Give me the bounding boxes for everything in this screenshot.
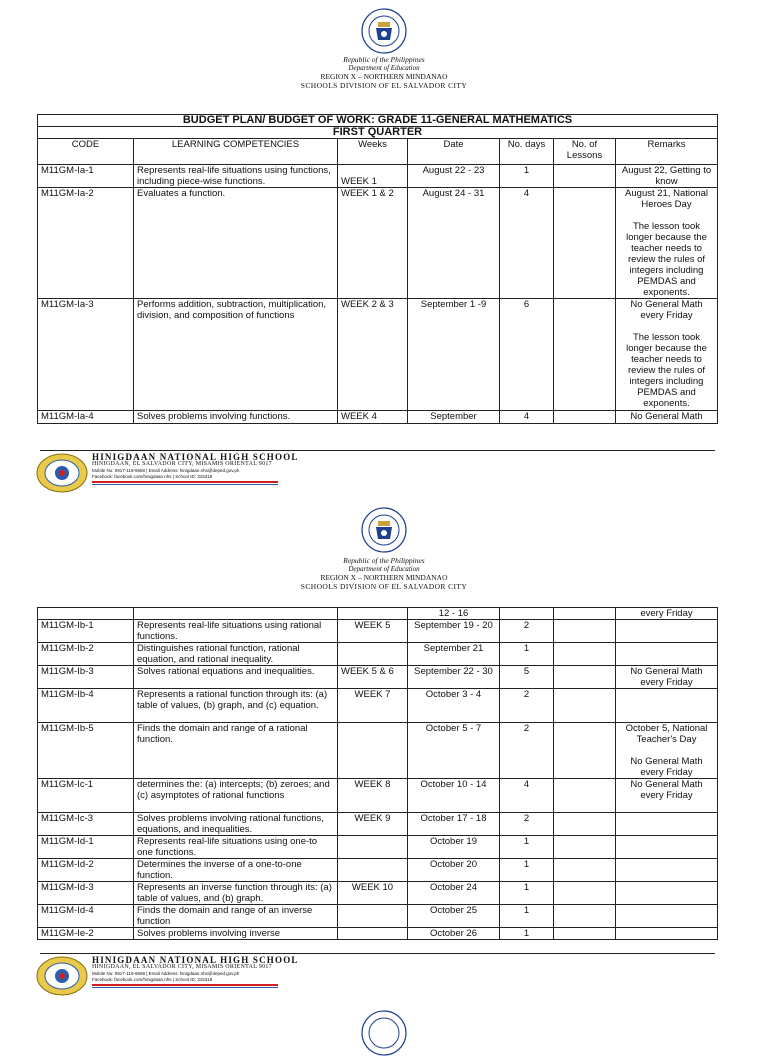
row-days: 2 xyxy=(500,689,554,723)
col-header-days: No. days xyxy=(500,139,554,165)
row-remarks xyxy=(616,643,718,666)
table-row xyxy=(38,905,718,928)
row-competency: Represents an inverse function through its: (a) table of values, and (b) graph. xyxy=(134,882,338,905)
footer-red-bar xyxy=(92,984,278,986)
col-header-competencies: LEARNING COMPETENCIES xyxy=(134,139,338,165)
table-row xyxy=(38,608,718,620)
row-code: M11GM-Id-3 xyxy=(38,882,134,905)
col-header-weeks: Weeks xyxy=(338,139,408,165)
row-lessons xyxy=(554,928,616,940)
row-date: October 19 xyxy=(408,836,500,859)
table-row xyxy=(38,779,718,813)
table-row xyxy=(38,165,718,188)
row-code: M11GM-Id-2 xyxy=(38,859,134,882)
footer-rule xyxy=(40,953,715,954)
row-remarks: No General Math xyxy=(616,411,718,424)
row-competency: Represents real-life situations using rational functions. xyxy=(134,620,338,643)
row-code: M11GM-Ic-3 xyxy=(38,813,134,836)
footer-address: HINIGDAAN, EL SALVADOR CITY, MISAMIS ORIENTAL 9017 xyxy=(92,461,272,467)
row-date: October 20 xyxy=(408,859,500,882)
row-remarks-cell xyxy=(616,723,718,779)
col-header-lessons: No. of Lessons xyxy=(554,139,616,165)
row-days: 1 xyxy=(500,905,554,928)
row-remarks xyxy=(616,689,718,723)
row-competency: determines the: (a) intercepts; (b) zeroes; and (c) asymptotes of rational functions xyxy=(134,779,338,813)
footer-blue-bar xyxy=(92,484,278,485)
table-row xyxy=(38,723,718,779)
row-lessons xyxy=(554,813,616,836)
row-code: M11GM-Ia-2 xyxy=(38,188,134,299)
deped-seal-icon xyxy=(361,8,407,54)
table-row xyxy=(38,859,718,882)
row-days: 2 xyxy=(500,813,554,836)
school-logo-icon xyxy=(36,453,88,493)
table-title: BUDGET PLAN/ BUDGET OF WORK: GRADE 11-GENERAL MATHEMATICS xyxy=(38,115,718,127)
row-code: M11GM-Ia-3 xyxy=(38,299,134,411)
row-remarks xyxy=(616,836,718,859)
row-week xyxy=(338,608,408,620)
row-competency: Evaluates a function. xyxy=(134,188,338,299)
row-date: October 17 - 18 xyxy=(408,813,500,836)
row-remarks-cell xyxy=(616,188,718,299)
row-days: 4 xyxy=(500,779,554,813)
row-remarks: August 22, Getting to know xyxy=(616,165,718,188)
row-days: 1 xyxy=(500,859,554,882)
row-competency: Solves problems involving rational functions, equations, and inequalities. xyxy=(134,813,338,836)
row-remarks: August 21, National Heroes Day xyxy=(625,188,708,210)
row-week: WEEK 7 xyxy=(338,689,408,723)
row-lessons xyxy=(554,723,616,779)
row-days: 1 xyxy=(500,882,554,905)
row-lessons xyxy=(554,165,616,188)
row-week: WEEK 9 xyxy=(338,813,408,836)
page1-footer xyxy=(0,450,768,500)
row-lessons xyxy=(554,608,616,620)
row-lessons xyxy=(554,689,616,723)
row-lessons xyxy=(554,836,616,859)
table-row xyxy=(38,882,718,905)
row-lessons xyxy=(554,643,616,666)
row-date: October 10 - 14 xyxy=(408,779,500,813)
table-row xyxy=(38,299,718,411)
row-remarks-note: No General Math every Friday xyxy=(630,756,703,778)
row-week xyxy=(338,836,408,859)
table-row xyxy=(38,836,718,859)
republic-text: Republic of the Philippines xyxy=(343,55,425,64)
row-date: October 24 xyxy=(408,882,500,905)
row-days: 5 xyxy=(500,666,554,689)
page2-letterhead xyxy=(0,556,768,591)
row-week: WEEK 8 xyxy=(338,779,408,813)
row-week xyxy=(338,905,408,928)
row-week: WEEK 5 xyxy=(338,620,408,643)
table-row xyxy=(38,813,718,836)
row-date: October 3 - 4 xyxy=(408,689,500,723)
col-header-remarks: Remarks xyxy=(616,139,718,165)
division-text: SCHOOLS DIVISION OF EL SALVADOR CITY xyxy=(300,582,468,591)
row-date: October 5 - 7 xyxy=(408,723,500,779)
row-remarks: No General Math every Friday xyxy=(630,299,703,321)
row-code: M11GM-Ib-4 xyxy=(38,689,134,723)
footer-facebook: Facebook: facebook.com/hinigdaan.nhs | School ID: 315318 xyxy=(92,474,213,479)
page1-letterhead xyxy=(0,55,768,90)
row-days: 4 xyxy=(500,411,554,424)
table-row xyxy=(38,411,718,424)
table-row xyxy=(38,188,718,299)
row-remarks xyxy=(616,620,718,643)
row-date: October 25 xyxy=(408,905,500,928)
school-logo-icon xyxy=(36,956,88,996)
row-date: August 24 - 31 xyxy=(408,188,500,299)
budget-table-page1 xyxy=(37,114,718,424)
row-date: 12 - 16 xyxy=(408,608,500,620)
row-competency: Finds the domain and range of a rational function. xyxy=(134,723,338,779)
row-week xyxy=(338,723,408,779)
deped-seal-icon xyxy=(361,1010,407,1056)
row-remarks: every Friday xyxy=(616,608,718,620)
row-lessons xyxy=(554,299,616,411)
row-remarks: October 5, National Teacher's Day xyxy=(625,723,708,745)
deped-seal-icon xyxy=(361,507,407,553)
row-code xyxy=(38,608,134,620)
row-days: 1 xyxy=(500,165,554,188)
row-date: September 1 -9 xyxy=(408,299,500,411)
row-date: September xyxy=(408,411,500,424)
footer-school-name: HINIGDAAN NATIONAL HIGH SCHOOL xyxy=(92,955,299,965)
row-remarks xyxy=(616,859,718,882)
row-days: 2 xyxy=(500,723,554,779)
row-days: 1 xyxy=(500,643,554,666)
row-remarks xyxy=(616,928,718,940)
row-lessons xyxy=(554,411,616,424)
footer-facebook: Facebook: facebook.com/hinigdaan.nhs | School ID: 315318 xyxy=(92,977,213,982)
row-date: August 22 - 23 xyxy=(408,165,500,188)
department-text: Department of Education xyxy=(348,64,420,72)
row-code: M11GM-Ie-2 xyxy=(38,928,134,940)
row-lessons xyxy=(554,859,616,882)
row-week: WEEK 1 xyxy=(338,165,408,188)
row-lessons xyxy=(554,666,616,689)
row-competency: Solves problems involving functions. xyxy=(134,411,338,424)
row-remarks xyxy=(616,882,718,905)
row-remarks: No General Math every Friday xyxy=(616,666,718,689)
row-week: WEEK 4 xyxy=(338,411,408,424)
row-competency: Represents real-life situations using one-to one functions. xyxy=(134,836,338,859)
region-text: REGION X – NORTHERN MINDANAO xyxy=(320,573,448,582)
republic-text: Republic of the Philippines xyxy=(343,556,425,565)
row-code: M11GM-Ia-1 xyxy=(38,165,134,188)
row-week: WEEK 2 & 3 xyxy=(338,299,408,411)
row-remarks-cell xyxy=(616,299,718,411)
footer-address: HINIGDAAN, EL SALVADOR CITY, MISAMIS ORIENTAL 9017 xyxy=(92,964,272,970)
row-lessons xyxy=(554,905,616,928)
budget-table-page2 xyxy=(37,607,718,940)
row-week: WEEK 1 & 2 xyxy=(338,188,408,299)
row-week xyxy=(338,643,408,666)
row-competency: Performs addition, subtraction, multiplication, division, and composition of functions xyxy=(134,299,338,411)
row-remarks: No General Math every Friday xyxy=(616,779,718,813)
row-days: 4 xyxy=(500,188,554,299)
row-lessons xyxy=(554,620,616,643)
row-code: M11GM-Ia-4 xyxy=(38,411,134,424)
col-header-code: CODE xyxy=(38,139,134,165)
footer-school-name: HINIGDAAN NATIONAL HIGH SCHOOL xyxy=(92,452,299,462)
row-code: M11GM-Ib-1 xyxy=(38,620,134,643)
row-remarks xyxy=(616,905,718,928)
row-competency: Represents a rational function through its: (a) table of values, (b) graph, and (c) equation. xyxy=(134,689,338,723)
row-competency: Finds the domain and range of an inverse function xyxy=(134,905,338,928)
footer-rule xyxy=(40,450,715,451)
row-date: September 19 - 20 xyxy=(408,620,500,643)
table-row xyxy=(38,666,718,689)
row-competency: Determines the inverse of a one-to-one function. xyxy=(134,859,338,882)
row-lessons xyxy=(554,779,616,813)
table-row xyxy=(38,689,718,723)
row-code: M11GM-Ib-3 xyxy=(38,666,134,689)
row-remarks-note: The lesson took longer because the teacher needs to review the rules of integers including PEMDAS and exponents. xyxy=(626,332,707,409)
footer-contact: Mobile No: 0917-118-9658 | Email Address: hinigdaan.nhs@deped.gov.ph xyxy=(92,971,240,976)
row-competency: Distinguishes rational function, rational equation, and rational inequality. xyxy=(134,643,338,666)
region-text: REGION X – NORTHERN MINDANAO xyxy=(320,72,448,81)
row-lessons xyxy=(554,188,616,299)
division-text: SCHOOLS DIVISION OF EL SALVADOR CITY xyxy=(300,81,468,90)
row-competency: Solves rational equations and inequalities. xyxy=(134,666,338,689)
page2-footer xyxy=(0,953,768,1003)
row-week: WEEK 10 xyxy=(338,882,408,905)
footer-contact: Mobile No: 0917-118-9658 | Email Address: hinigdaan.nhs@deped.gov.ph xyxy=(92,468,240,473)
row-days xyxy=(500,608,554,620)
row-code: M11GM-Ib-5 xyxy=(38,723,134,779)
table-row xyxy=(38,620,718,643)
row-week: WEEK 5 & 6 xyxy=(338,666,408,689)
row-code: M11GM-Id-1 xyxy=(38,836,134,859)
department-text: Department of Education xyxy=(348,565,420,573)
row-date: September 21 xyxy=(408,643,500,666)
quarter-title: FIRST QUARTER xyxy=(38,127,718,139)
row-days: 1 xyxy=(500,928,554,940)
row-remarks-note: The lesson took longer because the teacher needs to review the rules of integers including PEMDAS and exponents. xyxy=(626,221,707,298)
row-code: M11GM-Ib-2 xyxy=(38,643,134,666)
footer-red-bar xyxy=(92,481,278,483)
row-week xyxy=(338,928,408,940)
row-lessons xyxy=(554,882,616,905)
row-date: October 26 xyxy=(408,928,500,940)
row-days: 6 xyxy=(500,299,554,411)
footer-blue-bar xyxy=(92,987,278,988)
table-row xyxy=(38,643,718,666)
row-code: M11GM-Ic-1 xyxy=(38,779,134,813)
row-week xyxy=(338,859,408,882)
col-header-date: Date xyxy=(408,139,500,165)
row-days: 1 xyxy=(500,836,554,859)
table-row xyxy=(38,928,718,940)
row-code: M11GM-Id-4 xyxy=(38,905,134,928)
row-days: 2 xyxy=(500,620,554,643)
row-competency: Solves problems involving inverse xyxy=(134,928,338,940)
row-competency: Represents real-life situations using functions, including piece-wise functions. xyxy=(134,165,338,188)
row-date: September 22 - 30 xyxy=(408,666,500,689)
row-competency xyxy=(134,608,338,620)
row-remarks xyxy=(616,813,718,836)
